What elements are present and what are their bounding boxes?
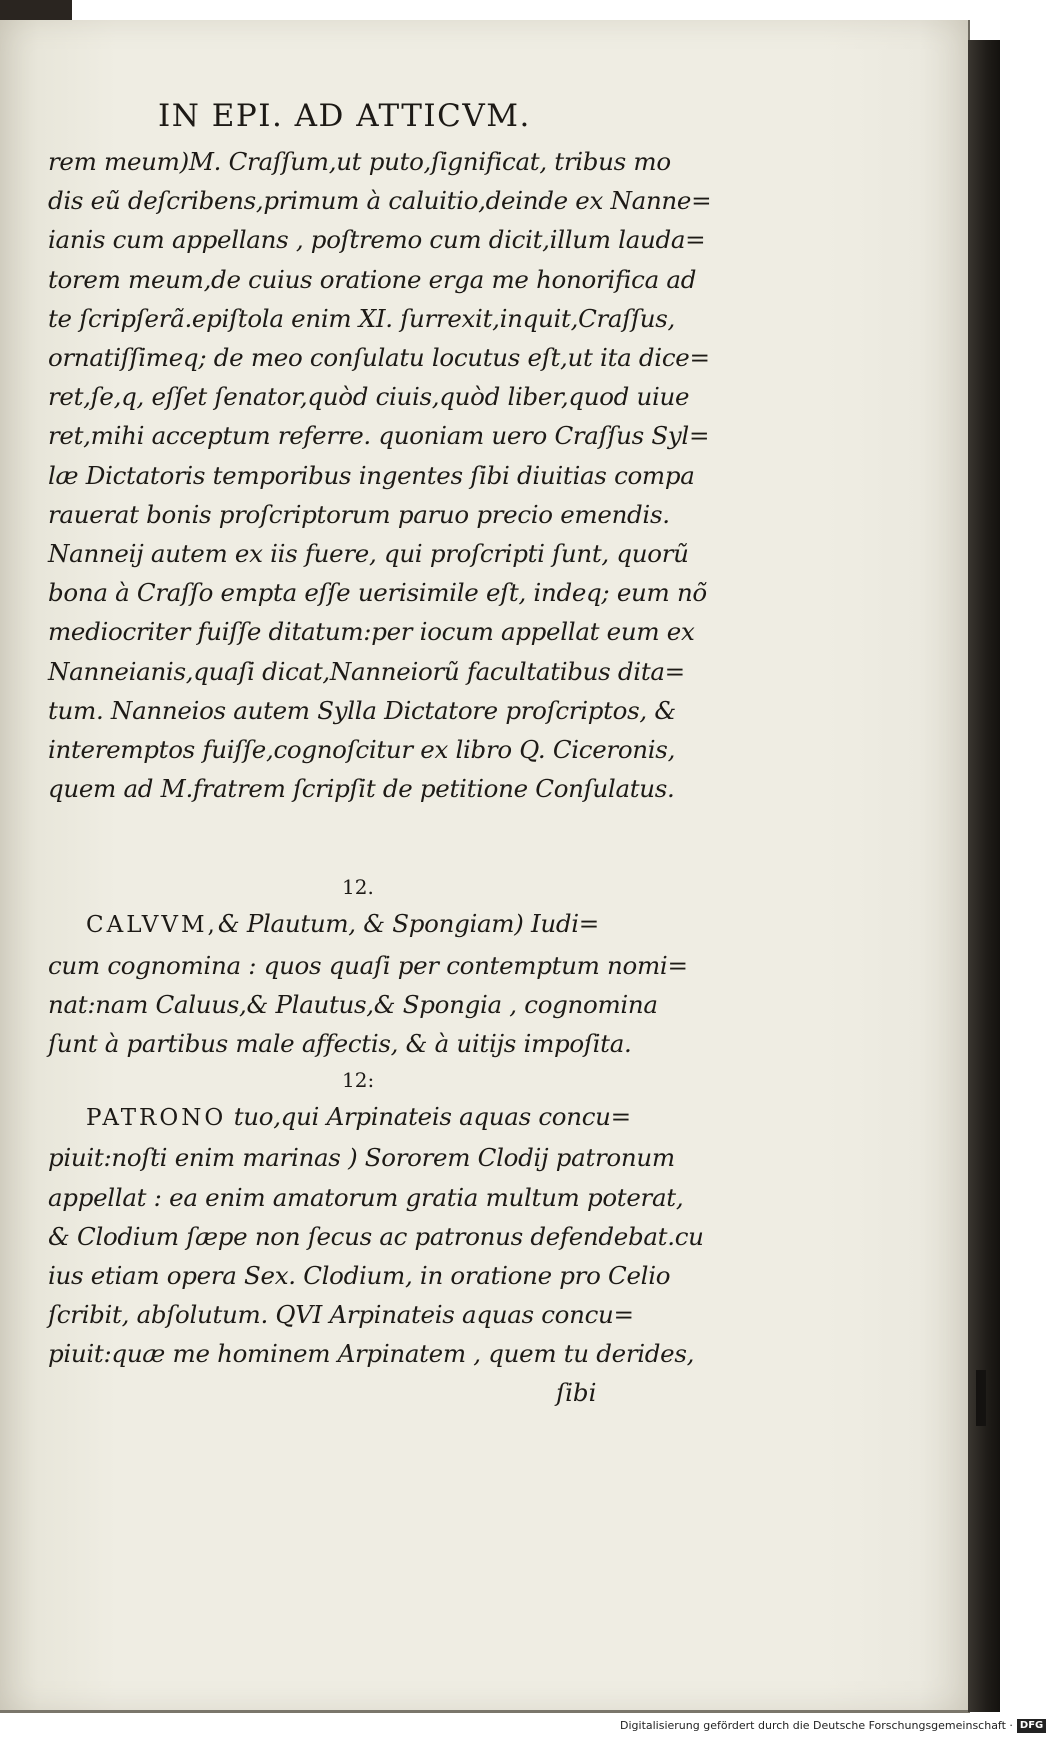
lemma-line <box>48 904 688 945</box>
section-13 <box>48 1063 704 1373</box>
text-line: & Clodium ſæpe non ſecus ac patronus defendebat.cu <box>48 1221 704 1251</box>
text-line: bona à Craſſo empta eſſe uerisimile eſt, indeq; eum nõ <box>48 578 707 608</box>
page-edge-shadow <box>968 40 1000 1712</box>
lemma-word: CALVVM, <box>86 912 218 939</box>
text-line: Nanneij autem ex iis fuere, qui proſcripti ſunt, quorũ <box>48 539 689 569</box>
text-line: tum. Nanneios autem Sylla Dictatore proſcriptos, & <box>48 695 676 725</box>
section-12 <box>48 870 688 1063</box>
credit-text: Digitalisierung gefördert durch die Deutsche Forschungsgemeinschaft · <box>620 1719 1013 1732</box>
text-line: ret,ſe,q, eſſet ſenator,quòd ciuis,quòd liber,quod uiue <box>48 382 690 412</box>
text-line: appellat : ea enim amatorum gratia multum poterat, <box>48 1182 684 1212</box>
text-line: interemptos fuiſſe,cognoſcitur ex libro Q. Ciceronis, <box>48 735 676 765</box>
running-head: IN EPI. AD ATTICVM. <box>158 98 531 134</box>
digitization-credit <box>620 1716 1044 1736</box>
book-spine-edge <box>0 0 72 22</box>
text-line: ret,mihi acceptum referre. quoniam uero Craſſus Syl= <box>48 421 710 451</box>
section-number: 12. <box>342 875 374 900</box>
text-line: rauerat bonis proſcriptorum paruo precio emendis. <box>48 499 670 529</box>
text-line: quem ad M.fratrem ſcripſit de petitione Conſulatus. <box>48 774 675 804</box>
text-fragment: tuo,qui Arpinateis aquas concu= <box>233 1102 631 1132</box>
page-text <box>48 96 712 1412</box>
text-line: ornatiſſimeq; de meo conſulatu locutus eſt,ut ita dice= <box>48 343 710 373</box>
text-line: Nanneianis,quaſi dicat,Nanneiorũ facultatibus dita= <box>48 656 685 686</box>
text-line: ianis cum appellans , poſtremo cum dicit,illum lauda= <box>48 225 706 255</box>
text-line: nat:nam Caluus,& Plautus,& Spongia , cognomina <box>48 989 658 1019</box>
text-line: dis eũ deſcribens,primum à caluitio,deinde ex Nanne= <box>48 186 712 216</box>
section-gap <box>48 808 688 870</box>
text-line: cum cognomina : quos quaſi per contemptum nomi= <box>48 950 688 980</box>
text-line: piuit:quæ me hominem Arpinatem , quem tu derides, <box>48 1339 695 1369</box>
section-number: 12: <box>342 1068 375 1093</box>
text-line: ſunt à partibus male affectis, & à uitijs impoſita. <box>48 1029 632 1059</box>
text-line: mediocriter fuiſſe ditatum:per iocum appellat eum ex <box>48 617 695 647</box>
dfg-logo: DFG <box>1017 1719 1046 1733</box>
text-line: torem meum,de cuius oratione erga me honorifica ad <box>48 264 697 294</box>
text-line: te ſcripſerã.epiſtola enim XI. ſurrexit,inquit,Craſſus, <box>48 303 676 333</box>
text-line: ius etiam opera Sex. Clodium, in oratione pro Celio <box>48 1261 671 1291</box>
text-line: piuit:noſti enim marinas ) Sororem Clodij patronum <box>48 1143 675 1173</box>
text-line: rem meum)M. Craſſum,ut puto,ſignificat, tribus mo <box>48 147 671 176</box>
text-line: læ Dictatoris temporibus ingentes ſibi diuitias compa <box>48 460 695 490</box>
page-edge-notch <box>976 1370 986 1426</box>
lemma-word: PATRONO <box>86 1105 227 1132</box>
catchword: ſibi <box>556 1377 597 1407</box>
paragraph-continued <box>48 142 712 808</box>
lemma-line <box>48 1097 688 1138</box>
text-fragment: & Plautum, & Spongiam) Iudi= <box>217 909 599 939</box>
text-line: ſcribit, abſolutum. QVI Arpinateis aquas concu= <box>48 1300 634 1330</box>
